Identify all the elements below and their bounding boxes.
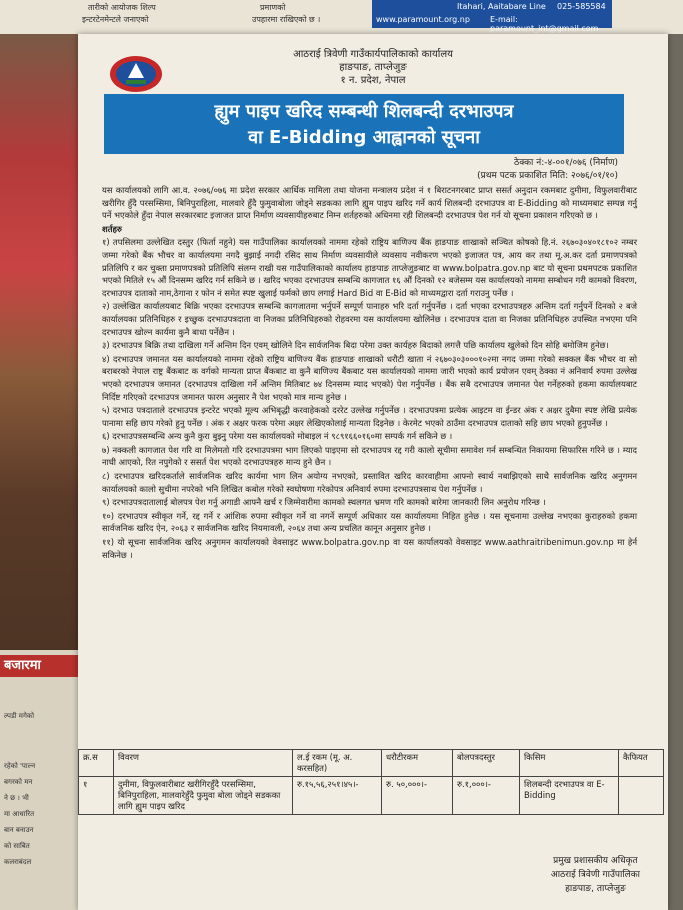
table-cell: रु.१५,५६,२५१।४५।-	[293, 777, 382, 815]
condition-item: ७) नक्कली कागजात पेश गरि वा मिलेमतो गरि दरभाउपत्रमा भाग लिएको पाइएमा सो दरभाउपत्र रद्द गरी कालो सूचीमा समावेश गर्न सम्बन्धित निकायमा सिफारिस गरिने छ । म्याद नाघी आएको, रित नपुगेको र ससर्त पेश भएको दरभाउपत्रहरु मान्य हुने छैन ।	[102, 444, 637, 468]
table-header: विवरण	[114, 750, 293, 777]
top-text-fragment: प्रमाणको	[260, 3, 286, 12]
notice-title-line2: वा E-Bidding आह्वानको सूचना	[248, 127, 480, 148]
table-cell	[619, 777, 664, 815]
table-cell: रु. ५०,०००।-	[382, 777, 453, 815]
table-header: कैफियत	[619, 750, 664, 777]
table-header: क्र.स	[79, 750, 114, 777]
table-cell: दुमीमा, विफुलवारीबाट खरीगिरहुँदै परसम्सिमा, बिनिपुराहिला, मालवारेहुँदै फुमुवा बोला जोड्ने सडकका लागि ह्युम पाइप खरिद	[114, 777, 293, 815]
notice-title-banner	[104, 94, 624, 154]
ad-email: E-mail: paramount_int@gmail.com	[490, 15, 599, 33]
table-header: धरौटीरकम	[382, 750, 453, 777]
table-row	[79, 777, 664, 815]
adjacent-article-line: ने छ । भी	[4, 794, 29, 802]
adjacent-article-line: को साबित	[4, 842, 30, 850]
issuer-province: १ न. प्रदेश, नेपाल	[340, 75, 406, 86]
condition-item: १) तपसिलमा उल्लेखित दस्तुर (फिर्ता नहुने) यस गाउँपालिका कार्यालयको नाममा रहेको राष्ट्रिय बाणिज्य बैंक हाङपाङ शाखाको सञ्चित कोषको हि.नं. २६७०३०४०१८१०२ नम्बर जम्मा गरेको बैंक भौचर वा कार्यालयमा नगदै बुझाई नगदी रसिद साथ निर्माण व्यवसायीले व्यवसाय नवीकरण भएको इजाजत पत्र, आय कर तथा मू.अ.कर दर्ता प्रमाणपत्रको प्रतिलिपि र कर चुक्ता प्रमाणपत्रको प्रतिलिपि संलग्न राखी यस गाउँपालिकाको कार्यालय हाङपाङ ताप्लेजुङबाट वा www.bolpatra.gov.np बाट यो सूचना प्रथमपटक प्रकाशित भएको मितिले १५ औं दिनसम्म खरिद गर्न सकिने छ । खरिद भएका दरभाउपत्र सम्बन्धि कागजात १६ औं दिनको १२ बजेसम्म यस कार्यालयको नाममा सम्बोधन गरी कामको विवरण, दरभाउपत्र दाताको नाम,ठेगाना र फोन नं समेत स्पष्ट खुलाई फर्मको छाप लगाई Hard Bid वा E-Bid को माध्यमद्वारा दर्ता गराउनु पर्नेछ ।	[102, 237, 637, 298]
adjacent-article-line: बान बनाउन	[4, 826, 34, 834]
signatory-address: हाङपाङ, ताप्लेजुङ	[565, 884, 626, 894]
adjacent-article	[0, 650, 80, 910]
top-text-fragment: इन्टरटेनमेन्टले जनाएको	[82, 15, 149, 24]
notice-title-line1: ह्युम पाइप खरिद सम्बन्धी शिलबन्दी दरभाउपत्र	[214, 101, 514, 122]
adjacent-article-line: रहेको 'पाल्न	[4, 762, 36, 770]
ad-phone: 025-585584	[557, 2, 606, 11]
condition-item: ५) दरभाउ पत्रदाताले दरभाउपत्र इन्टरेट भएको मूल्य अभिबृद्धी करवाहेकको दररेट उल्लेख गर्नुपर्नेछ । दरभाउपत्रमा प्रत्येक आइटम वा ईन्डर अंक र अक्षर दुबैमा स्पष्ट लेखि प्रत्येक पानामा सहि छाप गरेको हुनु पर्नेछ । अंक र अक्षर फरक परेमा अक्षर लेखिएकोलाई मान्यता दिइनेछ । केरमेट भएको ठाउँमा दरभाउपत्र दाताको सहि छाप भएको हुनुपर्नेछ ।	[102, 405, 637, 428]
condition-item: ११) यो सूचना सार्वजनिक खरिद अनुगमन कार्यालयको वेवसाइट www.bolpatra.gov.np वा यस कार्यालयको वेवसाइट www.aathraitribenimun.gov.np मा हेर्न सकिनेछ ।	[102, 537, 637, 560]
condition-item: १०) दरभाउपत्र स्वीकृत गर्ने, रद्द गर्ने र आंशिक रुपमा स्वीकृत गर्ने वा नगर्ने सम्पूर्ण अधिकार यस कार्यालयमा निहित हुनेछ । यस सूचनामा उल्लेख नभएका कुराहरुको हकमा सार्वजनिक खरिद ऐन, २०६३ र सार्वजनिक खरिद नियमावली, २०६४ तथा अन्य प्रचलित कानून अनुसार हुनेछ ।	[102, 510, 637, 534]
intro-paragraph: यस कार्यालयको लागि आ.व. २०७६/०७६ मा प्रदेश सरकार आर्थिक मामिला तथा योजना मन्त्रालय प्रदेश नं १ बिराटनगरबाट प्राप्त ससर्त अनुदान रकमबाट दुमीमा, विफुलवारीबाट खरीगिर हुँदै परसम्सिमा, बिनिपुराहिला, मालवारे हुँदै फुमुवाबोला जोड्ने सडकका लागि ह्युम पाइप खरिद गर्ने कार्य शिलबन्दी दरभाउपत्र वा E-Bidding को माध्यमबाट सम्पन्न गर्नु पर्ने भएकोले हुँदा नेपाल सरकारबाट इजाजत प्राप्त निर्माण व्यवसायीहरुबाट निम्न शर्तहरुको अधिनमा रही शिलबन्दी दरभाउपत्र पेश गर्न यो सूचना प्रकाशन गरिएको छ ।	[102, 185, 637, 221]
condition-item: २) उल्लेखित कार्यालयबाट बिक्रि भएका दरभाउपत्र सम्बन्धि कागजातमा भर्नुपर्ने सम्पूर्ण पानाहरु भरि दर्ता गर्नुपर्नेछ । दर्ता भएका दरभाउपत्रहरु अन्तिम दर्ता गर्नुपर्ने दिनको २ बजे कार्यालयका प्रतिनिधिहरु र इच्छुक दरभाउपत्रदाता वा निजका प्रतिनिधिहरुको रोहवरमा यस कार्यालयमा खोलिनेछ । दरभाउपत्र दाता वा निजका प्रतिनिधिहरु उपस्थित नभएमा पनि दरभाउपत्र खोल्न कार्यमा कुनै बाधा पर्नेछैन ।	[102, 301, 637, 337]
issuer-address: हाङपाङ, ताप्लेजुङ	[339, 62, 407, 73]
issuer-header	[78, 48, 668, 87]
condition-item: ४) दरभाउपत्र जमानत यस कार्यालयको नाममा रहेको राष्ट्रिय बाणिज्य बैंक हाङपाङ शाखाको धरौटी खाता नं २६७०३०३०००१०२मा नगद जम्मा गरेको सक्कल बैंक भौचर वा सो बराबरको नेपाल राष्ट्र बैंकबाट क वर्गको मान्यता प्राप्त बैंकबाट वा कुनै बाणिज्य बैंकबाट यस कार्यालयको नाममा जारी भएको कार्य प्रयोजन एवम् ठेक्का नं अनिवार्य रुपमा उल्लेख भएको दरभाउपत्र जमानत (दरभाउपत्र दाखिला गर्ने अन्तिम मितिबाट ७४ दिनसम्म म्याद भएको) पेश गर्नुपर्नेछ । बैंक सबै दरभाउपत्र जमानत पेश गर्नेहरुको हकमा कार्यालयबाट निर्दिष्ट गरिएको दरभाउपत्र जमानत फारम अनुसार नै पेश भएको मात्र मान्य हुनेछ ।	[102, 353, 637, 402]
top-text-fragment: तारीको आयोजक शिल्प	[88, 3, 156, 12]
adjacent-article-line: मा आधारित	[4, 810, 35, 818]
advertisement-box	[372, 0, 612, 33]
adjacent-article-line: कलराबंदल	[4, 858, 32, 866]
condition-item: ३) दरभाउपत्र बिक्रि तथा दाखिला गर्ने अन्तिम दिन एवम् खोलिने दिन सार्वजनिक बिदा परेमा उक्त कार्यहरु बिदाको लगत्तै पछि कार्यालय खुलेको दिन सोहि बमोजिम हुनेछ।	[102, 340, 609, 351]
adjacent-article-line: ल्पडी मगेको	[4, 712, 35, 720]
table-header: ल.ई रकम (मू. अ. करसहित)	[293, 750, 382, 777]
ad-website: www.paramount.org.np	[376, 15, 470, 24]
signature-block	[551, 854, 640, 896]
condition-item: ८) दरभाउपत्र खरिदकर्ताले सार्वजनिक खरिद कार्यमा भाग लिन अयोग्य नभएको, प्रस्तावित खरिद कारवाहीमा आफ्नो स्वार्थ नबाझिएको साथै सार्वजनिक खरिद अनुगमन कार्यालयको कालो सुचीमा नपरेको भनि लिखित कबोल गरेको स्वघोषणा गरेकोपत्र अनिवार्य रुपमा दरभाउपत्रसाथ पेश गर्नुपर्नेछ ।	[102, 471, 637, 494]
bid-details-table	[78, 749, 664, 815]
table-cell: १	[79, 777, 114, 815]
signatory-title: प्रमुख प्रशासकीय अधिकृत	[553, 856, 638, 866]
condition-item: ६) दरभाउपत्रसम्बन्धि अन्य कुनै कुरा बुझ्नु परेमा यस कार्यालयको मोबाइल नं ९८९१६६०१६०मा सम्पर्क गर्न सकिने छ ।	[102, 431, 453, 442]
table-header-row	[79, 750, 664, 777]
adjacent-article-heading: बजारमा	[0, 655, 80, 677]
table-header: बोलपत्रदस्तुर	[453, 750, 520, 777]
adjacent-photo	[0, 34, 80, 654]
top-text-fragment: उपहारमा राखिएको छ ।	[252, 15, 321, 24]
conditions-heading: शर्तहरु	[102, 223, 122, 234]
ad-address: Itahari, Aaitabare Line	[457, 2, 546, 11]
adjacent-article-line: बगरको मन	[4, 778, 33, 786]
notice-reference	[477, 157, 618, 183]
notice-body	[102, 184, 637, 562]
publish-date: (प्रथम पटक प्रकाशित मिति: २०७६/०१/१०)	[477, 171, 618, 181]
table-cell: शिलबन्दी दरभाउपत्र वा E-Bidding	[520, 777, 619, 815]
issuer-name: आठराई त्रिवेणी गाउँकार्यपालिकाको कार्यालय	[293, 49, 453, 60]
table-cell: रु.१,०००।-	[453, 777, 520, 815]
signatory-office: आठराई त्रिवेणी गाउँपालिका	[550, 870, 640, 880]
condition-item: ९) दरभाउपत्रदातालाई बोलपत्र पेश गर्नु अगाडी आफ्नै खर्च र जिम्मेवारीमा कामको स्थलगत भ्रमण गरि कामको बारेमा जानकारी लिन अनुरोध गरिन्छ ।	[102, 497, 546, 508]
tender-notice	[78, 34, 668, 910]
contract-number: ठेक्का नं:-४-००१/०७६ (निर्माण)	[514, 158, 618, 168]
newspaper-top-strip	[0, 0, 683, 34]
table-header: किसिम	[520, 750, 619, 777]
